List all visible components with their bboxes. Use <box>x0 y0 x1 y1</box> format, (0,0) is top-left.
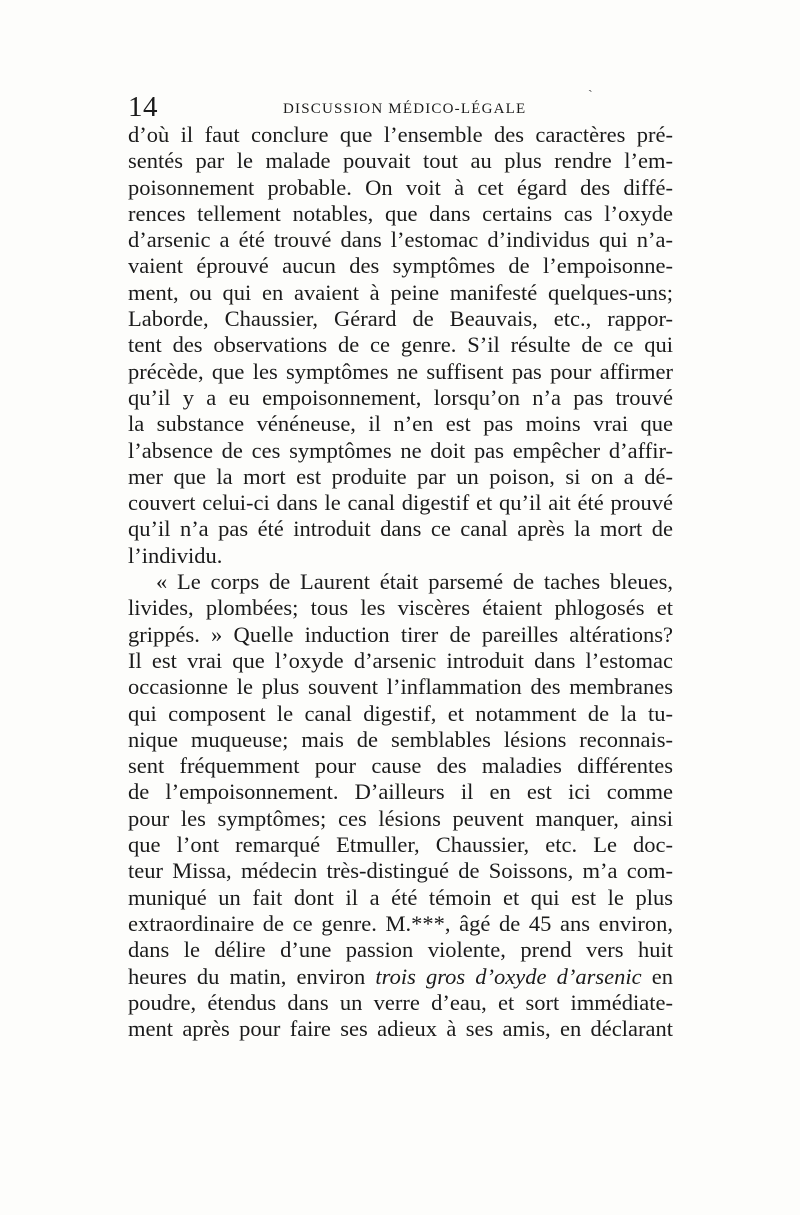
text-line: tent des observations de ce genre. S’il résulte de ce qui <box>128 332 673 358</box>
text-line: Il est vrai que l’oxyde d’arsenic introduit dans l’estomac <box>128 647 673 673</box>
text-line: qu’il n’a pas été introduit dans ce canal après la mort de <box>128 516 673 542</box>
text-line: occasionne le plus souvent l’inflammation des membranes <box>128 674 673 700</box>
text-line: grippés. » Quelle induction tirer de pareilles altérations? <box>128 621 673 647</box>
text-line: couvert celui-ci dans le canal digestif et qu’il ait été prouvé <box>128 490 673 516</box>
text-line: qui composent le canal digestif, et notamment de la tu- <box>128 700 673 726</box>
text-line: « Le corps de Laurent était parsemé de taches bleues, <box>156 569 673 595</box>
page-number: 14 <box>128 91 158 123</box>
text-line: que l’ont remarqué Etmuller, Chaussier, etc. Le doc- <box>128 832 673 858</box>
text-line: mer que la mort est produite par un poison, si on a dé- <box>128 463 673 489</box>
text-line: pour les symptômes; ces lésions peuvent manquer, ainsi <box>128 805 673 831</box>
text-segment: en <box>641 963 673 989</box>
text-line: qu’il y a eu empoisonnement, lorsqu’on n’a pas trouvé <box>128 384 673 410</box>
text-line: livides, plombées; tous les viscères étaient phlogosés et <box>128 595 673 621</box>
text-line: teur Missa, médecin très-distingué de Soissons, m’a com- <box>128 858 673 884</box>
text-line: nique muqueuse; mais de semblables lésions reconnais- <box>128 726 673 752</box>
text-segment: heures du matin, environ <box>128 963 376 989</box>
text-line: l’individu. <box>128 542 223 568</box>
stray-mark: ˎ <box>588 78 593 93</box>
text-line: de l’empoisonnement. D’ailleurs il en est ici comme <box>128 779 673 805</box>
text-line: extraordinaire de ce genre. M.***, âgé de 45 ans environ, <box>128 910 673 936</box>
page-header <box>128 92 673 122</box>
text-line: muniqué un fait dont il a été témoin et qui est le plus <box>128 884 673 910</box>
text-line: poisonnement probable. On voit à cet égard des diffé- <box>128 174 673 200</box>
text-line: ment après pour faire ses adieux à ses amis, en déclarant <box>128 1016 673 1042</box>
running-head: DISCUSSION MÉDICO-LÉGALE <box>283 101 527 117</box>
text-line: ment, ou qui en avaient à peine manifesté quelques-uns; <box>128 279 673 305</box>
text-line: l’absence de ces symptômes ne doit pas empêcher d’affir- <box>128 437 673 463</box>
text-line: d’où il faut conclure que l’ensemble des caractères pré- <box>128 122 673 147</box>
text-line: sentés par le malade pouvait tout au plus rendre l’em- <box>128 148 673 174</box>
text-line: sent fréquemment pour cause des maladies différentes <box>128 753 673 779</box>
text-line: poudre, étendus dans un verre d’eau, et sort immédiate- <box>128 989 673 1015</box>
text-line: rences tellement notables, que dans certains cas l’oxyde <box>128 200 673 226</box>
text-line: dans le délire d’une passion violente, prend vers huit <box>128 937 673 963</box>
text-line: la substance vénéneuse, il n’en est pas moins vrai que <box>128 411 673 437</box>
italic-phrase: trois gros d’oxyde d’arsenic <box>375 963 642 989</box>
text-line: vaient éprouvé aucun des symptômes de l’empoisonne- <box>128 253 673 279</box>
text-line-italic-phrase <box>128 964 673 990</box>
text-line: Laborde, Chaussier, Gérard de Beauvais, etc., rappor- <box>128 306 673 332</box>
text-line: d’arsenic a été trouvé dans l’estomac d’individus qui n’a- <box>128 227 673 253</box>
body-text <box>128 122 673 1042</box>
text-line: précède, que les symptômes ne suffisent pas pour affirmer <box>128 358 673 384</box>
